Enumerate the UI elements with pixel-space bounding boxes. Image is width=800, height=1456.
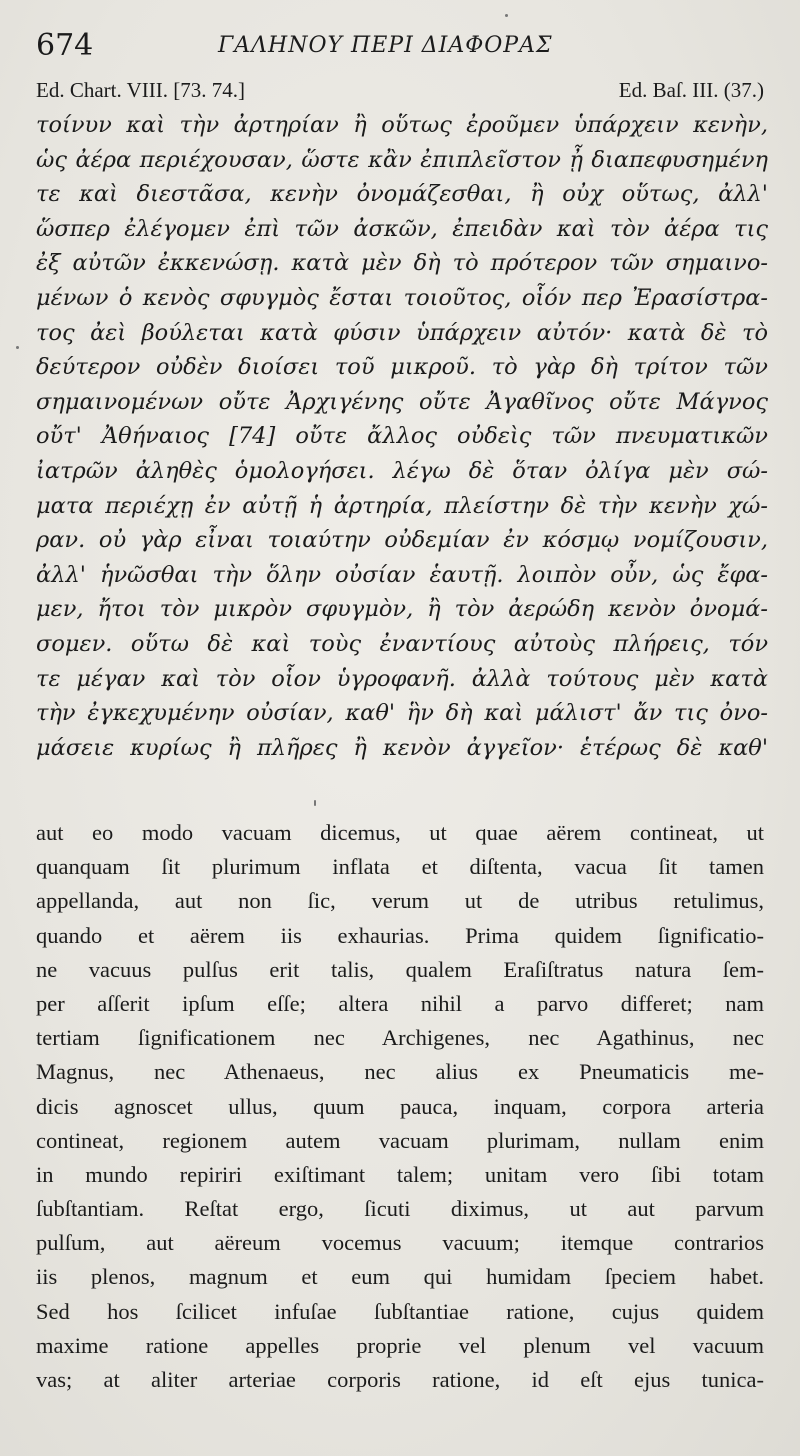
- latin-text-line: tertiam ſignificationem nec Archigenes, nec Agathinus, nec: [36, 1025, 764, 1051]
- greek-text-line: σημαινομένων οὔτε Ἀρχιγένης οὔτε Ἀγαθῖνος οὔτε Μάγνος: [36, 388, 768, 415]
- greek-text-line: μεν, ἤτοι τὸν μικρὸν σφυγμὸν, ἢ τὸν ἀερώδη κενὸν ὀνομά-: [36, 596, 768, 623]
- latin-text-line: quando et aërem iis exhaurias. Prima quidem ſignificatio-: [36, 922, 764, 948]
- latin-text-line: maxime ratione appelles proprie vel plenum vel vacuum: [36, 1332, 764, 1358]
- latin-text-line: contineat, regionem autem vacuam plurimam, nullam enim: [36, 1127, 764, 1153]
- greek-text-line: ὥσπερ ἐλέγομεν ἐπὶ τῶν ἀσκῶν, ἐπειδὰν καὶ τὸν ἀέρα τις: [36, 215, 768, 242]
- greek-text-line: ματα περιέχῃ ἐν αὐτῇ ἡ ἀρτηρία, πλείστην δὲ τὴν κενὴν χώ-: [36, 492, 768, 519]
- greek-text-line: μάσειε κυρίως ἢ πλῆρες ἢ κενὸν ἀγγεῖον· ἑτέρως δὲ καθ': [36, 734, 768, 761]
- latin-text-line: pulſum, aut aëreum vocemus vacuum; itemque contrarios: [36, 1230, 764, 1256]
- running-title: ΓΑΛΗΝΟΥ ΠΕΡΙ ΔΙΑΦΟΡΑΣ: [218, 33, 553, 58]
- latin-text-line: quanquam ſit plurimum inflata et diſtenta, vacua ſit tamen: [36, 854, 764, 880]
- page-number: 674: [36, 28, 94, 63]
- greek-text-line: ἀλλ' ἡνῶσθαι τὴν ὅλην οὐσίαν ἑαυτῇ. λοιπὸν οὖν, ὡς ἔφα-: [36, 561, 768, 588]
- greek-text-block: [36, 108, 768, 765]
- edition-reference-chartier: Ed. Chart. VIII. [73. 74.]: [36, 78, 245, 102]
- greek-text-line: ραν. οὐ γὰρ εἶναι τοιαύτην οὐδεμίαν ἐν κόσμῳ νομίζουσιν,: [36, 527, 768, 554]
- latin-text-line: ſubſtantiam. Reſtat ergo, ſicuti diximus, ut aut parvum: [36, 1196, 764, 1222]
- greek-text-line: δεύτερον οὐδὲν διοίσει τοῦ μικροῦ. τὸ γὰρ δὴ τρίτον τῶν: [36, 354, 768, 381]
- greek-text-line: τος ἀεὶ βούλεται κατὰ φύσιν ὑπάρχειν αὐτόν· κατὰ δὲ τὸ: [36, 319, 768, 346]
- latin-text-line: iis plenos, magnum et eum qui humidam ſpeciem habet.: [36, 1264, 764, 1290]
- paper-speck: [16, 346, 19, 349]
- latin-text-line: dicis agnoscet ullus, quum pauca, inquam, corpora arteria: [36, 1093, 764, 1119]
- greek-text-line: τὴν ἐγκεχυμένην οὐσίαν, καθ' ἣν δὴ καὶ μάλιστ' ἄν τις ὀνο-: [36, 700, 768, 727]
- latin-text-line: ne vacuus pulſus erit talis, qualem Eraſiſtratus natura ſem-: [36, 956, 764, 982]
- latin-text-line: per aſſerit ipſum eſſe; altera nihil a parvo differet; nam: [36, 990, 764, 1016]
- latin-text-line: Sed hos ſcilicet infuſae ſubſtantiae ratione, cujus quidem: [36, 1298, 764, 1324]
- greek-text-line: ὡς ἀέρα περιέχουσαν, ὥστε κἂν ἐπιπλεῖστον ᾖ διαπεφυσημένη: [36, 146, 768, 173]
- latin-text-line: vas; at aliter arteriae corporis ratione, id eſt ejus tunica-: [36, 1367, 764, 1392]
- latin-text-block: [36, 816, 764, 1397]
- greek-text-line: τε καὶ διεστᾶσα, κενὴν ὀνομάζεσθαι, ἢ οὐχ οὕτως, ἀλλ': [36, 181, 768, 208]
- latin-text-line: appellanda, aut non ſic, verum ut de utribus retulimus,: [36, 888, 764, 914]
- running-header: [36, 28, 766, 68]
- greek-text-line: σομεν. οὕτω δὲ καὶ τοὺς ἐναντίους αὐτοὺς πλήρεις, τόν: [36, 630, 768, 657]
- paper-speck: [505, 14, 508, 17]
- paper-speck: [314, 800, 316, 806]
- greek-text-line: ἰατρῶν ἀληθὲς ὁμολογήσει. λέγω δὲ ὅταν ὀλίγα μὲν σώ-: [36, 457, 768, 484]
- latin-text-line: aut eo modo vacuam dicemus, ut quae aërem contineat, ut: [36, 820, 764, 845]
- greek-text-line: τε μέγαν καὶ τὸν οἷον ὑγροφανῆ. ἀλλὰ τούτους μὲν κατὰ: [36, 665, 768, 692]
- latin-text-line: Magnus, nec Athenaeus, nec alius ex Pneumaticis me-: [36, 1059, 764, 1085]
- greek-text-line: τοίνυν καὶ τὴν ἀρτηρίαν ἢ οὕτως ἐροῦμεν ὑπάρχειν κενὴν,: [36, 112, 768, 138]
- greek-text-line: ἐξ αὐτῶν ἐκκενώσῃ. κατὰ μὲν δὴ τὸ πρότερον τῶν σημαινο-: [36, 250, 768, 277]
- greek-text-line: οὔτ' Ἀθήναιος [74] οὔτε ἄλλος οὐδεὶς τῶν πνευματικῶν: [36, 423, 768, 450]
- greek-text-line: μένων ὁ κενὸς σφυγμὸς ἔσται τοιοῦτος, οἷόν περ Ἐρασίστρα-: [36, 284, 768, 311]
- edition-reference-basel: Ed. Baſ. III. (37.): [618, 78, 764, 102]
- latin-text-line: in mundo repiriri exiſtimant talem; unitam vero ſibi totam: [36, 1161, 764, 1187]
